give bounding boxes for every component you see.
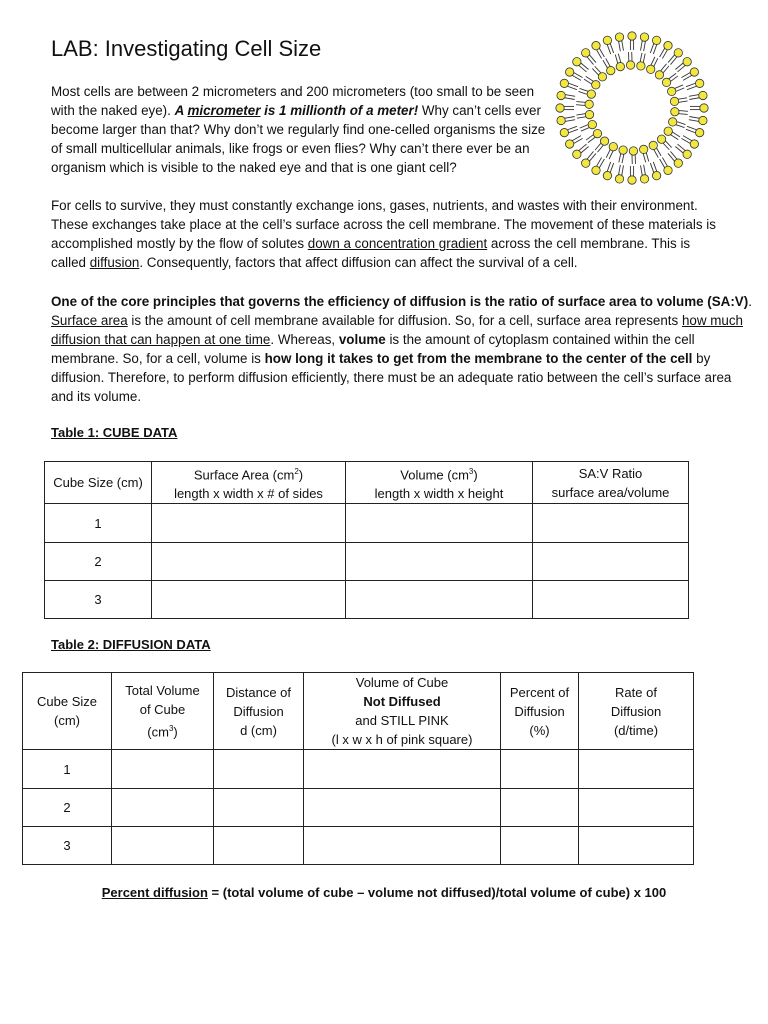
table1-caption: Table 1: CUBE DATA <box>51 425 178 440</box>
phospholipid <box>639 145 648 162</box>
phospholipid <box>573 144 589 158</box>
diffusion-line: across the cell membrane. This is <box>487 236 691 251</box>
volume-not-diffused-cell[interactable] <box>304 750 501 789</box>
total-volume-cell[interactable] <box>112 750 214 789</box>
phospholipid <box>560 126 578 136</box>
phospholipid <box>689 116 707 124</box>
table-row <box>23 789 694 827</box>
phospholipid <box>573 58 589 72</box>
phospholipid <box>649 141 661 157</box>
diffusion-paragraph <box>51 196 716 272</box>
phospholipid <box>619 146 627 163</box>
diffusion-line: accomplished mostly by the flow of solutes <box>51 236 308 251</box>
phospholipid <box>628 166 636 184</box>
distance-cell[interactable] <box>214 827 304 865</box>
phospholipid <box>606 143 617 160</box>
phospholipid <box>595 137 609 152</box>
sav-ratio-cell[interactable] <box>533 543 689 581</box>
sav-ratio-cell[interactable] <box>533 504 689 543</box>
phospholipid <box>592 66 606 81</box>
volume-cell[interactable] <box>346 504 533 543</box>
phospholipid <box>557 116 575 124</box>
phospholipid <box>584 76 600 89</box>
volume-cell[interactable] <box>346 543 533 581</box>
page-title: LAB: Investigating Cell Size <box>51 36 322 61</box>
phospholipid <box>670 97 687 105</box>
col-header-surface-area: Surface Area $(cm^2)$ length x width x # of sides <box>152 462 346 504</box>
phospholipid <box>603 36 613 54</box>
col-header-rate-diffusion: Rate of Diffusion (d/time) <box>579 673 694 750</box>
phospholipid <box>628 32 636 50</box>
phospholipid <box>650 162 660 180</box>
col-header-cube-size: Cube Size (cm) <box>23 673 112 750</box>
cube-data-table <box>44 461 689 619</box>
phospholipid <box>626 52 634 69</box>
cube-size-cell: 3 <box>45 581 152 619</box>
col-header-cube-size: Cube Size (cm) <box>45 462 152 504</box>
table-header-row <box>45 462 689 504</box>
phospholipid <box>660 157 673 174</box>
phospholipid <box>557 91 575 99</box>
phospholipid <box>689 91 707 99</box>
phospholipid <box>655 64 669 79</box>
phospholipid <box>662 73 678 86</box>
sav-paragraph <box>51 292 752 406</box>
cube-size-cell: 3 <box>23 827 112 865</box>
phospholipid <box>603 59 615 75</box>
sav-term: Surface area <box>51 313 128 328</box>
phospholipid <box>576 100 593 108</box>
formula-text: = (total volume of cube – volume not diffused)/total volume of cube) x 100 <box>207 885 667 900</box>
diffusion-data-table <box>22 672 694 865</box>
table2-caption: Table 2: DIFFUSION DATA <box>51 637 211 652</box>
col-header-total-volume: Total Volume of Cube $(cm^3)$ <box>112 673 214 750</box>
table-row <box>45 504 689 543</box>
diffusion-term: diffusion <box>89 255 140 270</box>
phospholipid <box>640 33 648 51</box>
sav-term: volume <box>338 332 386 347</box>
total-volume-cell[interactable] <box>112 827 214 865</box>
intro-line: of small multicellular animals, like frogs or even flies? Why can’t there ever be an <box>51 141 530 156</box>
diffusion-line: These exchanges take place at the cell’s surface across the cell membrane. The movement of these materials is <box>51 217 716 232</box>
col-header-distance: Distance of Diffusion d (cm) <box>214 673 304 750</box>
sav-line: is the amount of cytoplasm contained within the cell <box>385 332 695 347</box>
phospholipid <box>615 33 623 51</box>
intro-line: Most cells are between 2 micrometers and 200 micrometers (too small to be seen <box>51 84 535 99</box>
sav-line: is the amount of cell membrane available for diffusion. So, for a cell, surface area represents <box>127 313 682 328</box>
diffusion-term: down a concentration gradient <box>307 236 488 251</box>
phospholipid <box>592 157 605 174</box>
distance-cell[interactable] <box>214 750 304 789</box>
phospholipid <box>690 104 708 112</box>
volume-not-diffused-cell[interactable] <box>304 789 501 827</box>
phospholipid <box>668 151 682 167</box>
table-header-row <box>23 673 694 750</box>
table-row <box>23 827 694 865</box>
intro-line: with the naked eye). <box>51 103 175 118</box>
phospholipid <box>668 118 685 128</box>
volume-cell[interactable] <box>346 581 533 619</box>
sav-term: how long it takes to get from the membrane to the center of the cell <box>264 351 693 366</box>
phospholipid <box>615 165 623 183</box>
sav-line: . Whereas, <box>270 332 339 347</box>
sav-line: diffusion. Therefore, to perform diffusion efficiently, there must be an adequate ratio between the cell’s surface area <box>51 370 732 385</box>
intro-emphasis: is 1 millionth of a meter! <box>260 103 419 118</box>
phospholipid <box>576 110 593 118</box>
intro-line: organism which is visible to the naked eye and that is one giant cell? <box>51 160 457 175</box>
surface-area-cell[interactable] <box>152 504 346 543</box>
percent-diffusion-cell[interactable] <box>501 750 579 789</box>
phospholipid <box>640 165 648 183</box>
total-volume-cell[interactable] <box>112 789 214 827</box>
phospholipid <box>686 126 704 136</box>
intro-line: Why can’t cells ever <box>418 103 541 118</box>
phospholipid <box>580 120 597 131</box>
phospholipid <box>560 79 578 89</box>
diffusion-line: . Consequently, factors that affect diffusion can affect the survival of a cell. <box>139 255 578 270</box>
phospholipid <box>664 127 680 140</box>
table-row <box>23 750 694 789</box>
sav-line: by <box>692 351 711 366</box>
phospholipid <box>615 54 624 71</box>
phospholipid <box>681 136 698 149</box>
volume-not-diffused-cell[interactable] <box>304 827 501 865</box>
phospholipid <box>582 151 596 167</box>
phospholipid <box>629 147 637 164</box>
phospholipid <box>675 144 691 158</box>
sav-line: and its volume. <box>51 389 142 404</box>
col-header-sav-ratio: SA:V Ratio surface area/volume <box>533 462 689 504</box>
distance-cell[interactable] <box>214 789 304 827</box>
diffusion-line: called <box>51 255 90 270</box>
cube-size-cell: 1 <box>45 504 152 543</box>
phospholipid <box>582 49 596 65</box>
phospholipid <box>681 68 698 81</box>
phospholipid <box>592 41 605 58</box>
phospholipid <box>660 41 673 58</box>
surface-area-cell[interactable] <box>152 543 346 581</box>
phospholipid <box>667 85 684 96</box>
phospholipid <box>637 53 645 70</box>
table-row <box>45 581 689 619</box>
intro-emphasis: A <box>174 103 188 118</box>
cube-size-cell: 2 <box>45 543 152 581</box>
phospholipid <box>565 136 582 149</box>
col-header-volume: Volume $(cm^3)$ length x width x height <box>346 462 533 504</box>
sav-line: . <box>748 294 752 309</box>
intro-line: become larger than that? Why don’t we regularly find one-celled organisms the size <box>51 122 546 137</box>
rate-diffusion-cell[interactable] <box>579 750 694 789</box>
col-header-percent-diffusion: Percent of Diffusion (%) <box>501 673 579 750</box>
rate-diffusion-cell[interactable] <box>579 827 694 865</box>
cube-size-cell: 1 <box>23 750 112 789</box>
phospholipid <box>556 104 574 112</box>
intro-emphasis: micrometer <box>187 103 261 118</box>
phospholipid <box>675 58 691 72</box>
phospholipid <box>668 49 682 65</box>
percent-diffusion-cell[interactable] <box>501 789 579 827</box>
sav-term: diffusion that can happen at one time <box>51 332 271 347</box>
percent-diffusion-cell[interactable] <box>501 827 579 865</box>
rate-diffusion-cell[interactable] <box>579 789 694 827</box>
sav-ratio-cell[interactable] <box>533 581 689 619</box>
phospholipid <box>565 68 582 81</box>
sav-principle: One of the core principles that governs the efficiency of diffusion is the ratio of surface area to volume (SA:V) <box>51 294 749 309</box>
phospholipid <box>603 162 613 180</box>
surface-area-cell[interactable] <box>152 581 346 619</box>
formula-label: Percent diffusion <box>101 885 208 900</box>
table-row <box>45 543 689 581</box>
phospholipid <box>671 108 688 116</box>
sav-term: how much <box>681 313 743 328</box>
phospholipid <box>646 57 657 74</box>
cube-size-cell: 2 <box>23 789 112 827</box>
cell-membrane-illustration <box>552 28 712 188</box>
col-header-volume-not-diffused: Volume of Cube Not Diffused and STILL PINK (l x w x h of pink square) <box>304 673 501 750</box>
phospholipid <box>686 79 704 89</box>
sav-line: membrane. So, for a cell, volume is <box>51 351 265 366</box>
phospholipid <box>578 88 595 98</box>
phospholipid <box>586 129 602 142</box>
percent-diffusion-formula <box>0 885 768 900</box>
diffusion-line: For cells to survive, they must constantly exchange ions, gases, nutrients, and wastes with their environment. <box>51 198 698 213</box>
phospholipid <box>650 36 660 54</box>
phospholipid <box>657 135 671 150</box>
intro-paragraph <box>51 82 545 177</box>
